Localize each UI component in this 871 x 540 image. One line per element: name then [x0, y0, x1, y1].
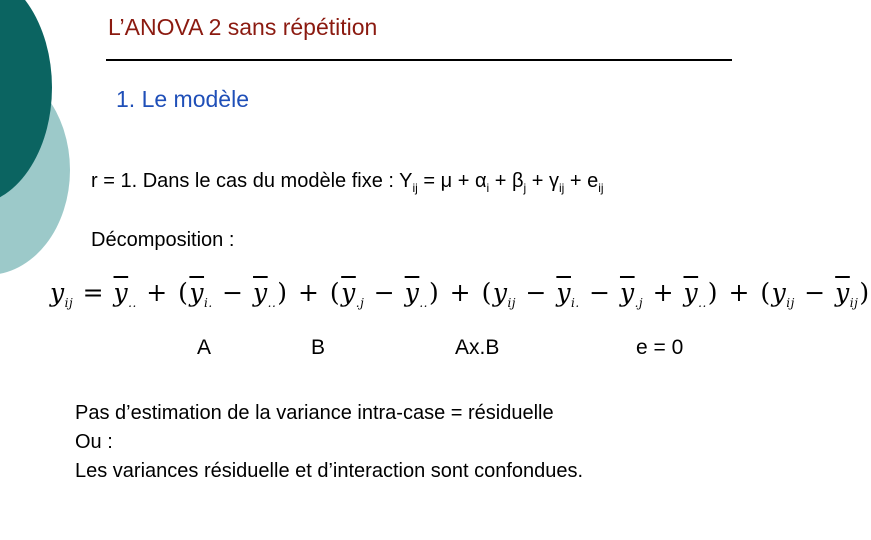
formula-plus: +	[137, 278, 177, 307]
formula-paren: (	[760, 278, 771, 307]
decomposition-label: Décomposition :	[91, 229, 235, 251]
slide-title: L’ANOVA 2 sans répétition	[108, 14, 378, 40]
model-Y-sub: ij	[412, 181, 418, 195]
conclusion-text	[75, 399, 583, 486]
conclusion-line: Pas d’estimation de la variance intra-case = résiduelle	[75, 402, 554, 424]
model-plus: +	[489, 170, 512, 192]
model-alpha-sub: i	[486, 181, 490, 195]
model-Y: Y	[399, 170, 413, 192]
model-e: e	[587, 170, 599, 192]
formula-y-bar: $\overline{y}$	[341, 278, 356, 307]
formula-y-bar: $\overline{y}$	[113, 278, 129, 307]
model-beta-sub: j	[523, 181, 527, 195]
formula-sub: .j	[634, 296, 644, 310]
formula-sub: .j	[355, 296, 365, 310]
formula-y-bar: $\overline{y}$	[253, 278, 268, 307]
conclusion-line: Les variances résiduelle et d’interaction sont confondues.	[75, 460, 584, 482]
formula-sub: ij	[507, 296, 517, 310]
formula-sub: ij	[64, 296, 74, 310]
formula-y-bar: $\overline{y}$	[404, 278, 420, 307]
formula-equals: =	[74, 278, 113, 307]
formula-sub: i.	[570, 296, 580, 310]
formula-y-bar: $\overline{y}$	[619, 278, 635, 307]
formula-paren: (	[178, 278, 189, 307]
formula-minus: −	[580, 278, 619, 307]
formula-sub: ..	[698, 296, 707, 310]
formula-plus: +	[720, 278, 759, 307]
formula-sub: ..	[267, 296, 277, 310]
formula-plus: +	[289, 278, 328, 307]
label-b: B	[311, 336, 326, 359]
formula-paren: )	[859, 278, 870, 307]
formula-y-bar: $\overline{y}$	[189, 278, 205, 307]
label-axb: Ax.B	[455, 336, 500, 359]
formula-y-bar: $\overline{y}$	[556, 278, 571, 307]
formula-sub: i.	[204, 296, 213, 310]
section-heading: 1. Le modèle	[116, 86, 249, 112]
formula-paren: )	[428, 278, 440, 307]
model-plus: +	[452, 170, 475, 192]
formula-sub: ..	[419, 296, 428, 310]
formula-paren: (	[481, 278, 492, 307]
formula-paren: (	[329, 278, 341, 307]
decomposition-formula	[50, 278, 871, 310]
model-beta: β	[511, 170, 524, 192]
model-plus: +	[526, 170, 549, 192]
label-a: A	[197, 336, 212, 359]
formula-plus: +	[441, 278, 480, 307]
formula-minus: −	[213, 278, 253, 307]
formula-y: y	[492, 278, 508, 307]
formula-plus: +	[644, 278, 683, 307]
formula-sub: ij	[849, 296, 859, 310]
formula-paren: )	[277, 278, 288, 307]
formula-minus: −	[795, 278, 835, 307]
formula-sub: ..	[128, 296, 137, 310]
model-prefix: r = 1. Dans le cas du modèle fixe :	[91, 170, 400, 192]
formula-y-bar: $\overline{y}$	[835, 278, 850, 307]
formula-paren: )	[707, 278, 719, 307]
formula-minus: −	[517, 278, 556, 307]
model-plus: +	[564, 170, 588, 192]
title-divider	[106, 59, 732, 61]
formula-y: y	[50, 278, 65, 307]
formula-sub: ij	[786, 296, 795, 310]
model-mu: μ	[440, 170, 453, 192]
formula-y: y	[771, 278, 787, 307]
formula-y-bar: $\overline{y}$	[683, 278, 699, 307]
decorative-shapes	[0, 0, 80, 540]
model-alpha: α	[474, 170, 487, 192]
conclusion-line: Ou :	[75, 431, 113, 453]
model-e-sub: ij	[598, 181, 604, 195]
model-gamma: γ	[548, 170, 559, 192]
model-gamma-sub: ij	[558, 181, 565, 195]
formula-minus: −	[365, 278, 404, 307]
model-equals: =	[417, 170, 441, 192]
label-e: e = 0	[636, 336, 684, 359]
model-equation	[91, 170, 604, 195]
